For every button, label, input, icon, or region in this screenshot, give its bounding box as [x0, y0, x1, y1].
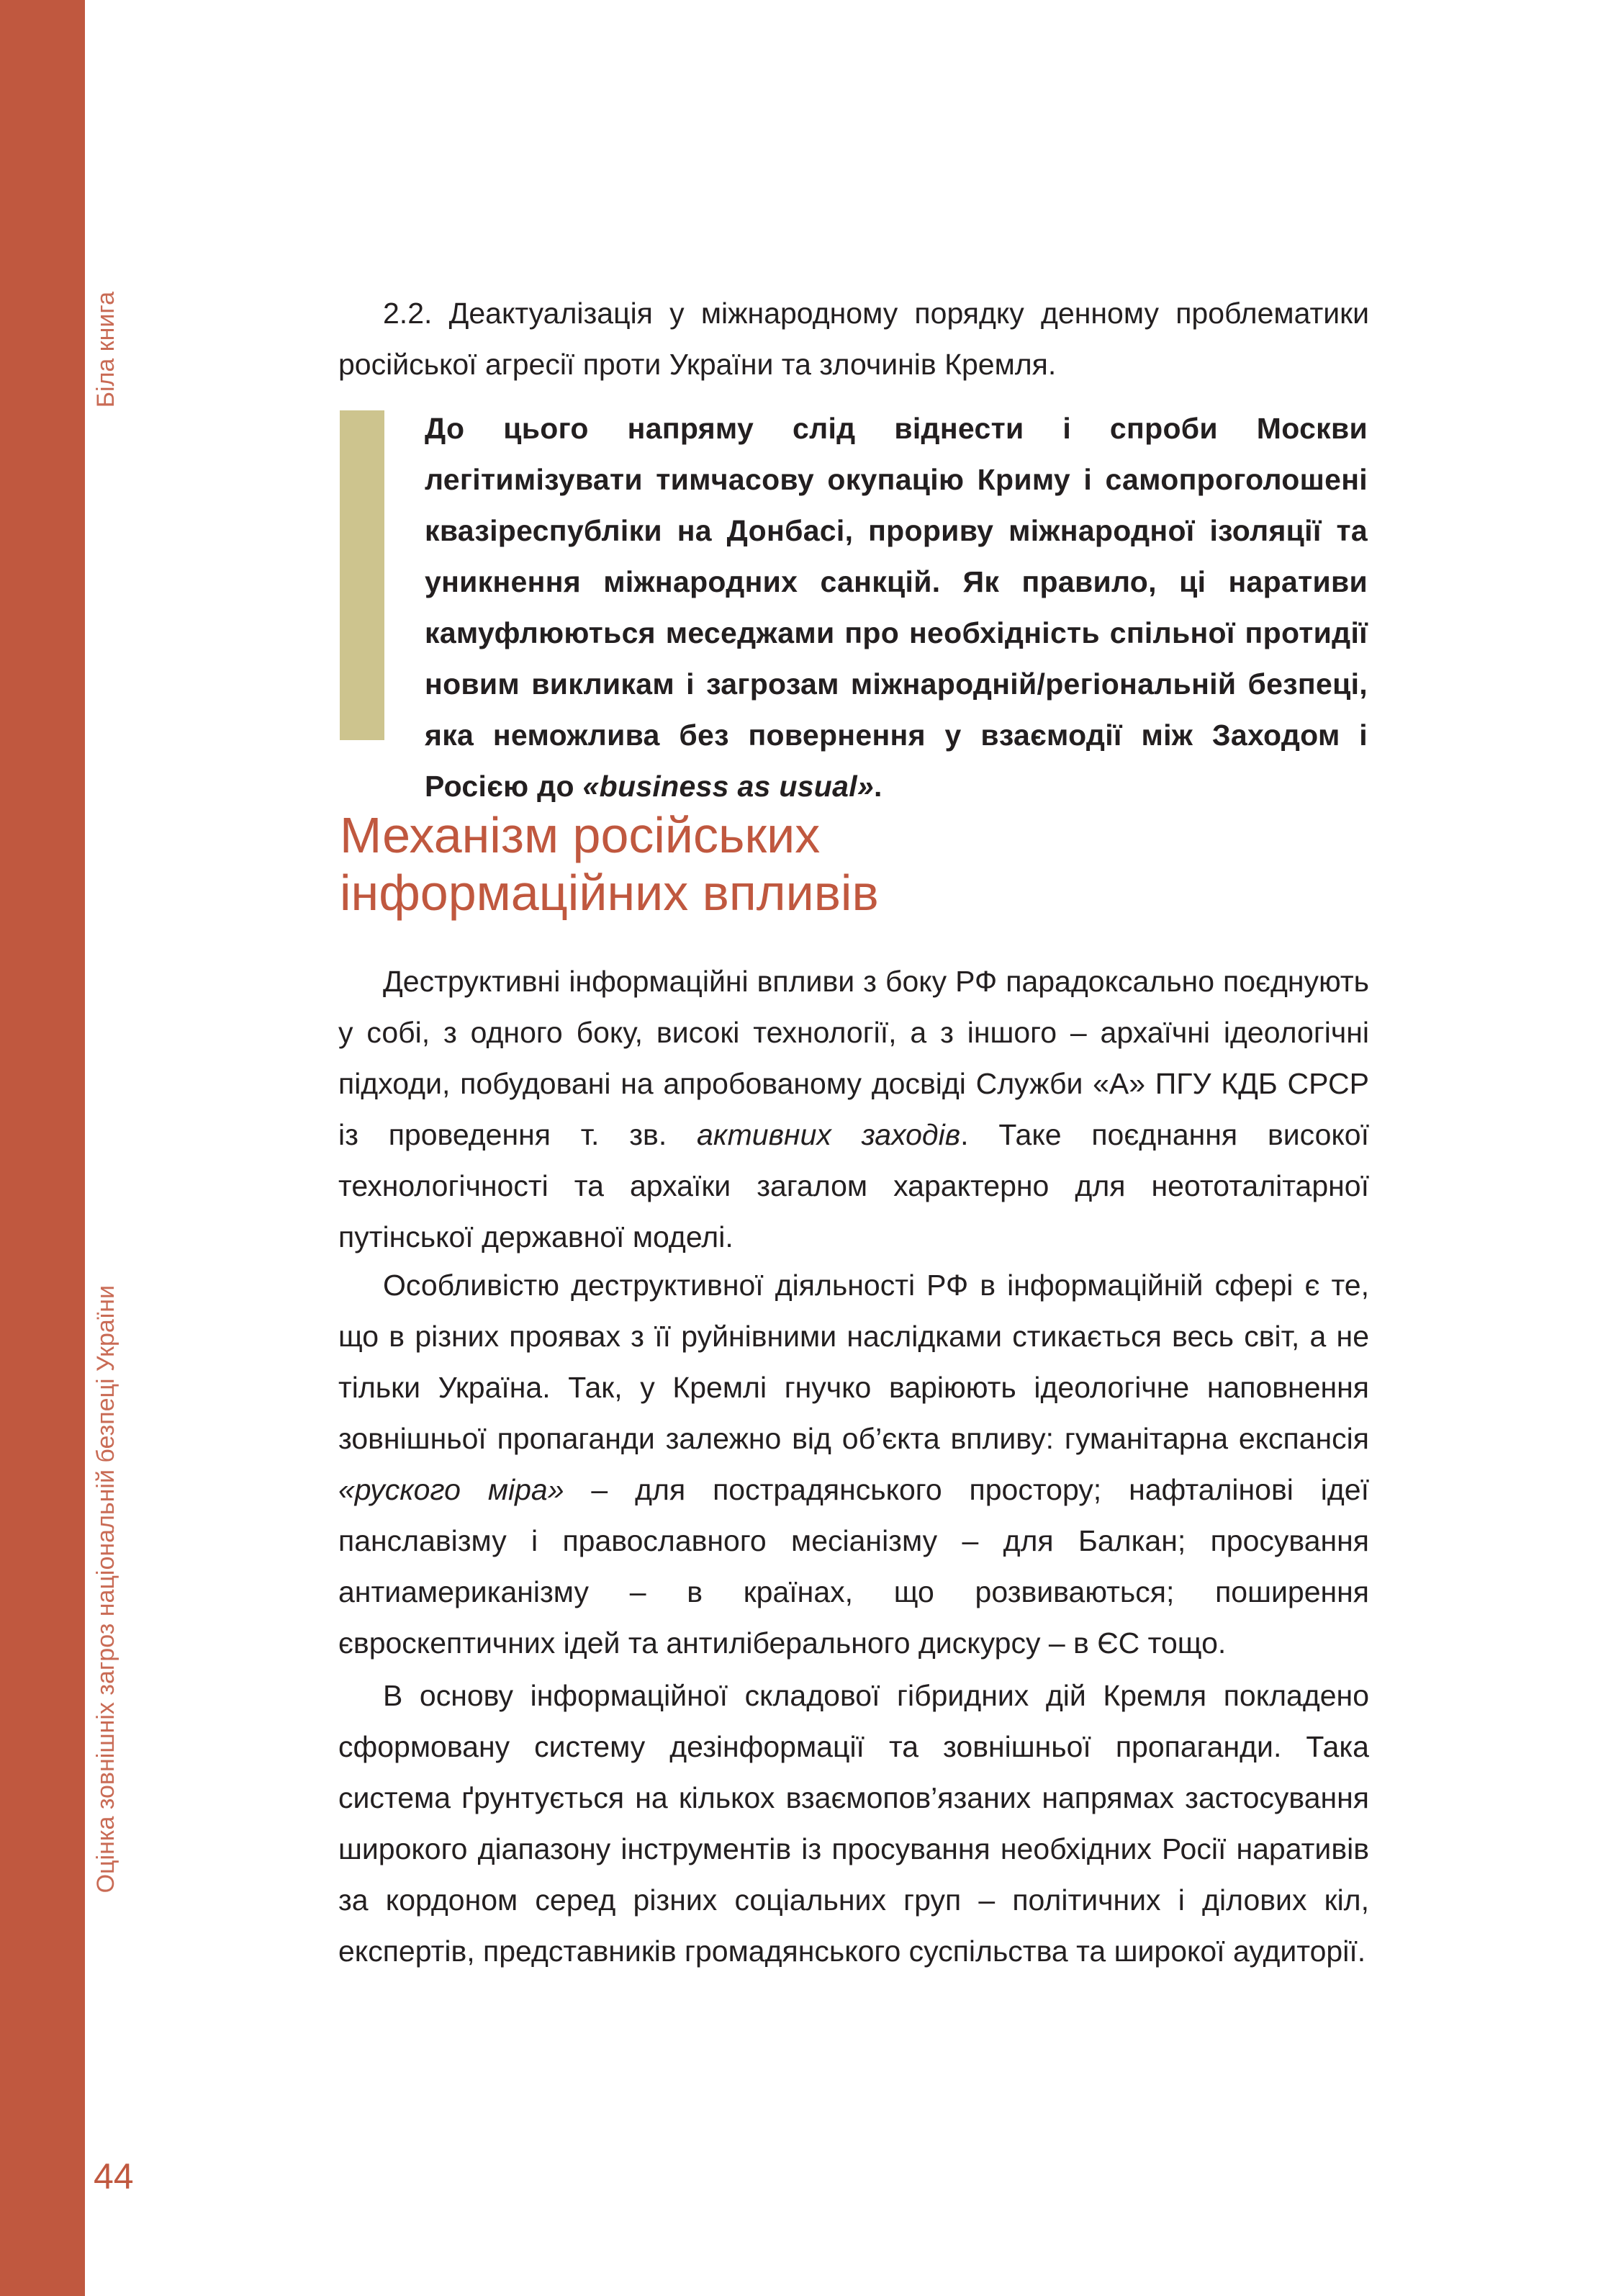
side-color-bar	[0, 0, 85, 2296]
paragraph-3-part-2: – для пострадянського простору; нафталінові ідеї панславізму і православного месіанізму – для Балкан; просування антиамериканізму – в країнах, що розвиваються; поширення євроскептичних ідей та антиліберального дискурсу – в ЄС тощо.	[338, 1473, 1369, 1660]
section-heading-line-2: інформаційних впливів	[340, 865, 879, 921]
running-title-long: Оцінка зовнішніх загроз національній безпеці України	[92, 1285, 119, 1894]
section-heading	[340, 806, 1383, 922]
paragraph-2-part-2: . Таке поєднання високої технологічності та архаїки загалом характерно для неототалітарної путінської державної моделі.	[338, 1118, 1369, 1253]
paragraph-4: В основу інформаційної складової гібридних дій Кремля покладено сформовану систему дезінформації та зовнішньої пропаганди. Така система ґрунтується на кількох взаємопов’язаних напрямах застосування широкого діапазону інструментів із просування необхідних Росії наративів за кордоном серед різних соціальних груп – політичних і ділових кіл, експертів, представників громадянського суспільства та широкої аудиторії.	[338, 1679, 1369, 1968]
paragraph-2-emphasis: активних заходів	[697, 1118, 961, 1151]
running-title-short: Біла книга	[92, 292, 119, 408]
paragraph-3	[338, 1260, 1369, 1669]
paragraph-1: 2.2. Деактуалізація у міжнародному порядку денному проблематики російської агресії проти України та злочинів Кремля.	[338, 297, 1369, 381]
page-number: 44	[94, 2156, 134, 2197]
section-heading-line-1: Механізм російських	[340, 807, 821, 863]
paragraph-2-part-1: Деструктивні інформаційні впливи з боку РФ парадоксально поєднують у собі, з одного боку, високі технології, а з іншого – архаїчні ідеологічні підходи, побудовані на апробованому досвіді Служби «А» ПГУ КДБ СРСР із проведення т. зв.	[338, 965, 1369, 1151]
callout-end: .	[874, 770, 883, 803]
paragraph-3-part-1: Особливістю деструктивної діяльності РФ в інформаційній сфері є те, що в різних проявах з її руйнівними наслідками стикається весь світ, а не тільки Україна. Так, у Кремлі гнучко варіюють ідеологічне наповнення зовнішньої пропаганди залежно від об’єкта впливу: гуманітарна експансія	[338, 1269, 1369, 1455]
callout-emphasis: «business as usual»	[582, 770, 875, 803]
callout-body: До цього напряму слід віднести і спроби Москви легітимізувати тимчасову окупацію Криму і самопроголошені квазіреспубліки на Донбасі, прориву міжнародної ізоляції та уникнення міжнародних санкцій. Як правило, ці наративи камуфлюються меседжами про необхідність спільної протидії новим викликам і загрозам міжнародній/регіональній безпеці, яка неможлива без повернення у взаємодії між Заходом і Росією до	[425, 412, 1368, 803]
callout-text	[425, 403, 1368, 812]
callout-accent-bar	[340, 410, 384, 740]
paragraph-3-emphasis: «руского міра»	[338, 1473, 564, 1506]
paragraph-2	[338, 956, 1369, 1263]
